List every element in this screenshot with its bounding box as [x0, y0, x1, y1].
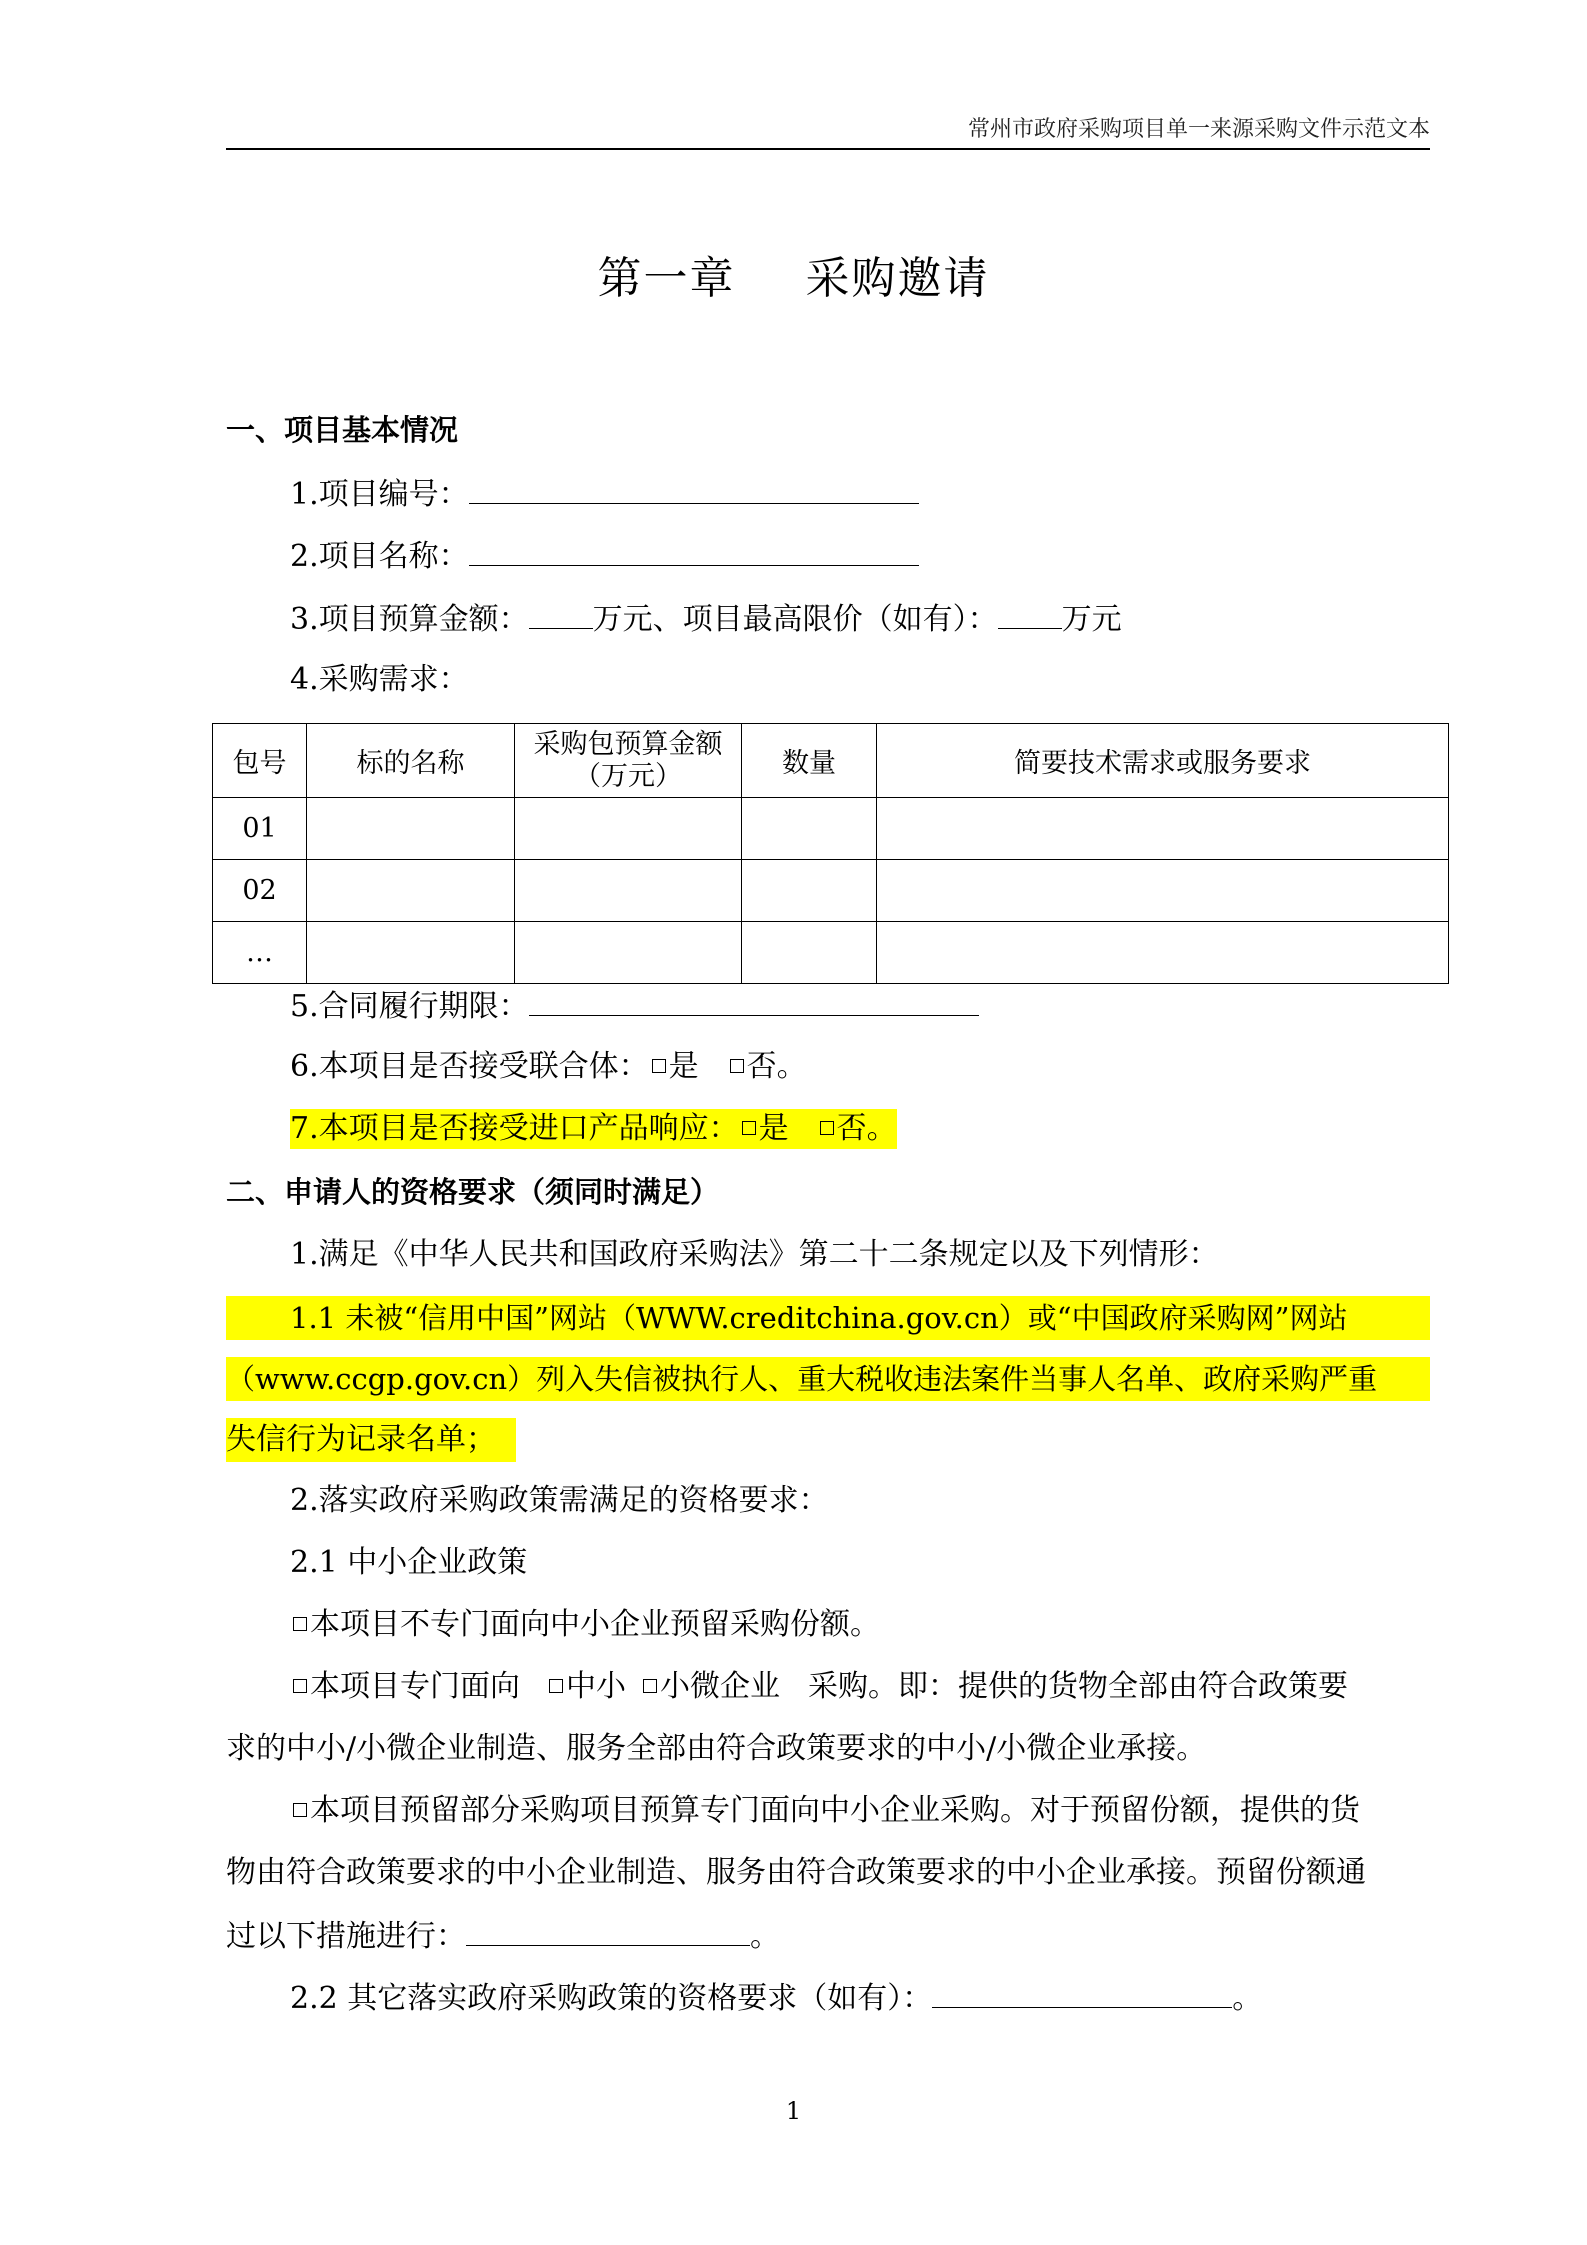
sme-option-1-checkbox[interactable]: [293, 1617, 307, 1631]
import-no-label: 否。: [836, 1111, 897, 1146]
sme-option-2-tail: 采购。即：提供的货物全部由符合政策要: [808, 1669, 1348, 1704]
other-policy-label: 2.2 其它落实政府采购政策的资格要求（如有）：: [290, 1981, 933, 2016]
section-heading-qualification: 二、申请人的资格要求（须同时满足）: [226, 1175, 720, 1209]
quantity-cell[interactable]: [742, 860, 877, 922]
sme-medium-small-label: 中小: [566, 1669, 626, 1704]
table-row: [213, 922, 1449, 984]
consortium-yes-checkbox[interactable]: [652, 1059, 666, 1073]
item-name-cell[interactable]: [307, 922, 515, 984]
credit-check-line-2: （www.ccgp.gov.cn）列入失信被执行人、重大税收违法案件当事人名单、政府采购严重: [226, 1362, 1378, 1396]
reserve-measures-blank[interactable]: [466, 1915, 750, 1946]
import-yes-label: 是: [758, 1111, 789, 1146]
page-number: 1: [785, 2097, 802, 2125]
policy-requirements-line: 2.落实政府采购政策需满足的资格要求：: [290, 1483, 829, 1518]
sme-micro-label: 小微企业: [660, 1669, 780, 1704]
budget-blank[interactable]: [529, 598, 593, 629]
contract-period-line: [290, 985, 979, 1027]
requirements-cell[interactable]: [877, 798, 1449, 860]
sme-option-3-label: 本项目预留部分采购项目预算专门面向中小企业采购。对于预留份额，提供的货: [310, 1793, 1360, 1828]
sme-option-2-checkbox[interactable]: [293, 1679, 307, 1693]
sme-option-1-label: 本项目不专门面向中小企业预留采购份额。: [310, 1607, 880, 1642]
reserve-measures-label: 过以下措施进行：: [226, 1919, 466, 1954]
import-products-line: [290, 1109, 897, 1149]
contract-period-label: 5.合同履行期限：: [290, 989, 529, 1024]
sme-option-2-line2: 求的中小/小微企业制造、服务全部由符合政策要求的中小/小微企业承接。: [226, 1731, 1207, 1766]
quantity-cell[interactable]: [742, 798, 877, 860]
budget-unit: 万元: [1061, 602, 1122, 637]
project-number-blank[interactable]: [469, 473, 919, 504]
header-requirements: 简要技术需求或服务要求: [877, 724, 1449, 798]
package-budget-cell[interactable]: [515, 860, 742, 922]
sme-option-3: [290, 1791, 1360, 1831]
header-text: 常州市政府采购项目单一来源采购文件示范文本: [967, 117, 1430, 142]
credit-check-line-1: 1.1 未被“信用中国”网站（WWW.creditchina.gov.cn）或“中国政府采购网”网站: [290, 1301, 1348, 1335]
table-header-row: [213, 724, 1449, 798]
requirements-cell[interactable]: [877, 922, 1449, 984]
consortium-no-label: 否。: [746, 1049, 807, 1084]
item-name-cell[interactable]: [307, 798, 515, 860]
quantity-cell[interactable]: [742, 922, 877, 984]
requirements-cell[interactable]: [877, 860, 1449, 922]
item-name-cell[interactable]: [307, 860, 515, 922]
procurement-needs-label: 4.采购需求：: [290, 662, 469, 697]
project-name-blank[interactable]: [469, 535, 919, 566]
import-no-checkbox[interactable]: [820, 1121, 834, 1135]
project-name-line: [290, 535, 919, 577]
project-name-label: 2.项目名称：: [290, 539, 469, 574]
sme-option-2: [290, 1667, 1348, 1707]
package-budget-cell[interactable]: [515, 922, 742, 984]
project-number-label: 1.项目编号：: [290, 477, 469, 512]
header-package-budget: 采购包预算金额 （万元）: [515, 724, 742, 798]
consortium-yes-label: 是: [668, 1049, 699, 1084]
section-heading-basic-info: 一、项目基本情况: [226, 413, 459, 447]
qualification-p1: 1.满足《中华人民共和国政府采购法》第二十二条规定以及下列情形：: [290, 1237, 1219, 1272]
sme-option-2-label: 本项目专门面向: [310, 1669, 520, 1704]
procurement-needs-table: [212, 723, 1449, 984]
sme-option-3-line3: 过以下措施进行： 。: [226, 1915, 780, 1957]
other-policy-blank[interactable]: [932, 1977, 1232, 2008]
max-price-label: 万元、项目最高限价（如有）：: [592, 602, 998, 637]
sme-option-1: [290, 1605, 880, 1645]
import-yes-checkbox[interactable]: [742, 1121, 756, 1135]
sme-option-3-line2: 物由符合政策要求的中小企业制造、服务由符合政策要求的中小企业承接。预留份额通: [226, 1855, 1366, 1890]
sme-medium-small-checkbox[interactable]: [549, 1679, 563, 1693]
chapter-name: 采购邀请: [805, 253, 990, 304]
consortium-label: 6.本项目是否接受联合体：: [290, 1049, 649, 1084]
sme-option-3-checkbox[interactable]: [293, 1803, 307, 1817]
header-package-no: 包号: [213, 724, 307, 798]
package-no-cell: …: [213, 922, 307, 984]
table-row: [213, 860, 1449, 922]
header-quantity: 数量: [742, 724, 877, 798]
chapter-number: 第一章: [597, 253, 736, 304]
contract-period-blank[interactable]: [529, 985, 979, 1016]
package-budget-cell[interactable]: [515, 798, 742, 860]
import-products-label: 7.本项目是否接受进口产品响应：: [290, 1111, 739, 1146]
chapter-title: [0, 242, 1587, 306]
sme-micro-checkbox[interactable]: [643, 1679, 657, 1693]
sme-policy-heading: 2.1 中小企业政策: [290, 1545, 528, 1580]
consortium-line: [290, 1047, 807, 1087]
package-no-cell: 01: [213, 798, 307, 860]
package-no-cell: 02: [213, 860, 307, 922]
max-price-blank[interactable]: [998, 598, 1062, 629]
budget-label: 3.项目预算金额：: [290, 602, 529, 637]
budget-line: [290, 598, 1122, 640]
header-item-name: 标的名称: [307, 724, 515, 798]
credit-check-line-3: 失信行为记录名单；: [226, 1422, 496, 1457]
page-header: [226, 104, 1430, 150]
consortium-no-checkbox[interactable]: [730, 1059, 744, 1073]
other-policy-line: 2.2 其它落实政府采购政策的资格要求（如有）： 。: [290, 1977, 1262, 2019]
project-number-line: [290, 473, 919, 515]
table-row: [213, 798, 1449, 860]
